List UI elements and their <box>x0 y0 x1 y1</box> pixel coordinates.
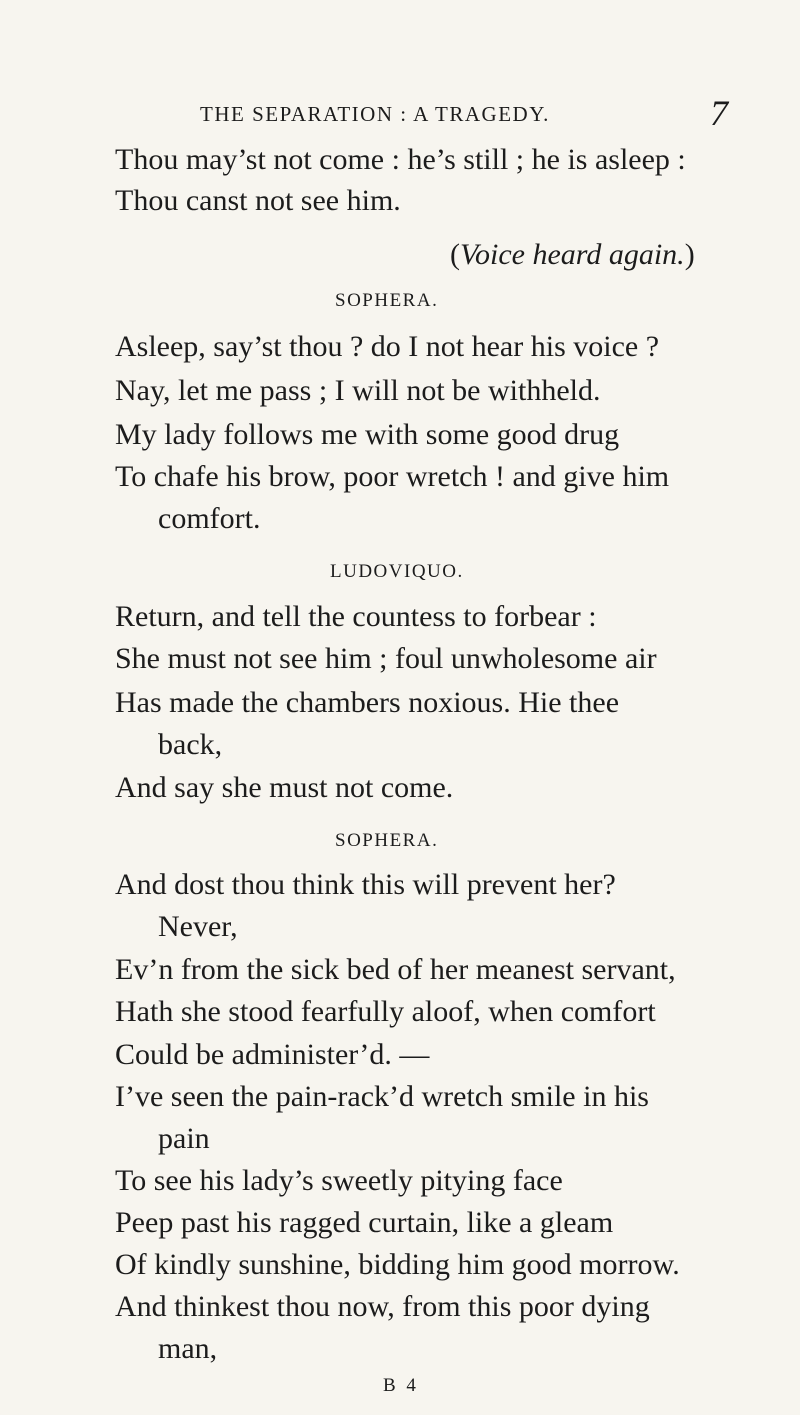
signature-mark: B 4 <box>383 1375 419 1396</box>
verse-line: She must not see him ; foul unwholesome air <box>115 642 657 675</box>
verse-line: And dost thou think this will prevent her? <box>115 868 616 901</box>
speaker-name: LUDOVIQUO. <box>330 561 464 582</box>
stage-open: ( <box>450 238 460 271</box>
verse-line: Return, and tell the countess to forbear : <box>115 600 597 633</box>
verse-line: Thou may’st not come : he’s still ; he is asleep : <box>115 143 686 176</box>
speaker-name: SOPHERA. <box>335 290 439 311</box>
verse-line: Of kindly sunshine, bidding him good morrow. <box>115 1248 680 1281</box>
verse-line: Hath she stood fearfully aloof, when comfort <box>115 995 656 1028</box>
verse-line: To chafe his brow, poor wretch ! and give him <box>115 460 670 493</box>
verse-line: Asleep, say’st thou ? do I not hear his voice ? <box>115 330 660 363</box>
verse-line: My lady follows me with some good drug <box>115 418 620 451</box>
verse-line: comfort. <box>158 502 261 535</box>
stage-close: ) <box>684 238 695 271</box>
verse-line: Ev’n from the sick bed of her meanest servant, <box>115 953 676 986</box>
verse-line: back, <box>158 728 223 761</box>
speaker-name: SOPHERA. <box>335 830 439 851</box>
page-number: 7 <box>710 93 728 133</box>
verse-line: Peep past his ragged curtain, like a gleam <box>115 1206 614 1239</box>
stage-text: Voice heard again. <box>460 238 685 271</box>
verse-line: Never, <box>158 910 238 943</box>
verse-line: Could be administer’d. — <box>115 1038 430 1071</box>
verse-line: And say she must not come. <box>115 771 454 804</box>
verse-line: man, <box>158 1332 218 1365</box>
stage-direction <box>450 238 695 272</box>
verse-line: Thou canst not see him. <box>115 184 401 217</box>
verse-line: And thinkest thou now, from this poor dying <box>115 1290 650 1323</box>
running-title: THE SEPARATION : A TRAGEDY. <box>200 102 550 126</box>
verse-line: To see his lady’s sweetly pitying face <box>115 1164 563 1197</box>
verse-line: Has made the chambers noxious. Hie thee <box>115 686 620 719</box>
verse-line: I’ve seen the pain-rack’d wretch smile in his <box>115 1080 649 1113</box>
verse-line: Nay, let me pass ; I will not be withheld. <box>115 374 601 407</box>
verse-line: pain <box>158 1122 210 1155</box>
